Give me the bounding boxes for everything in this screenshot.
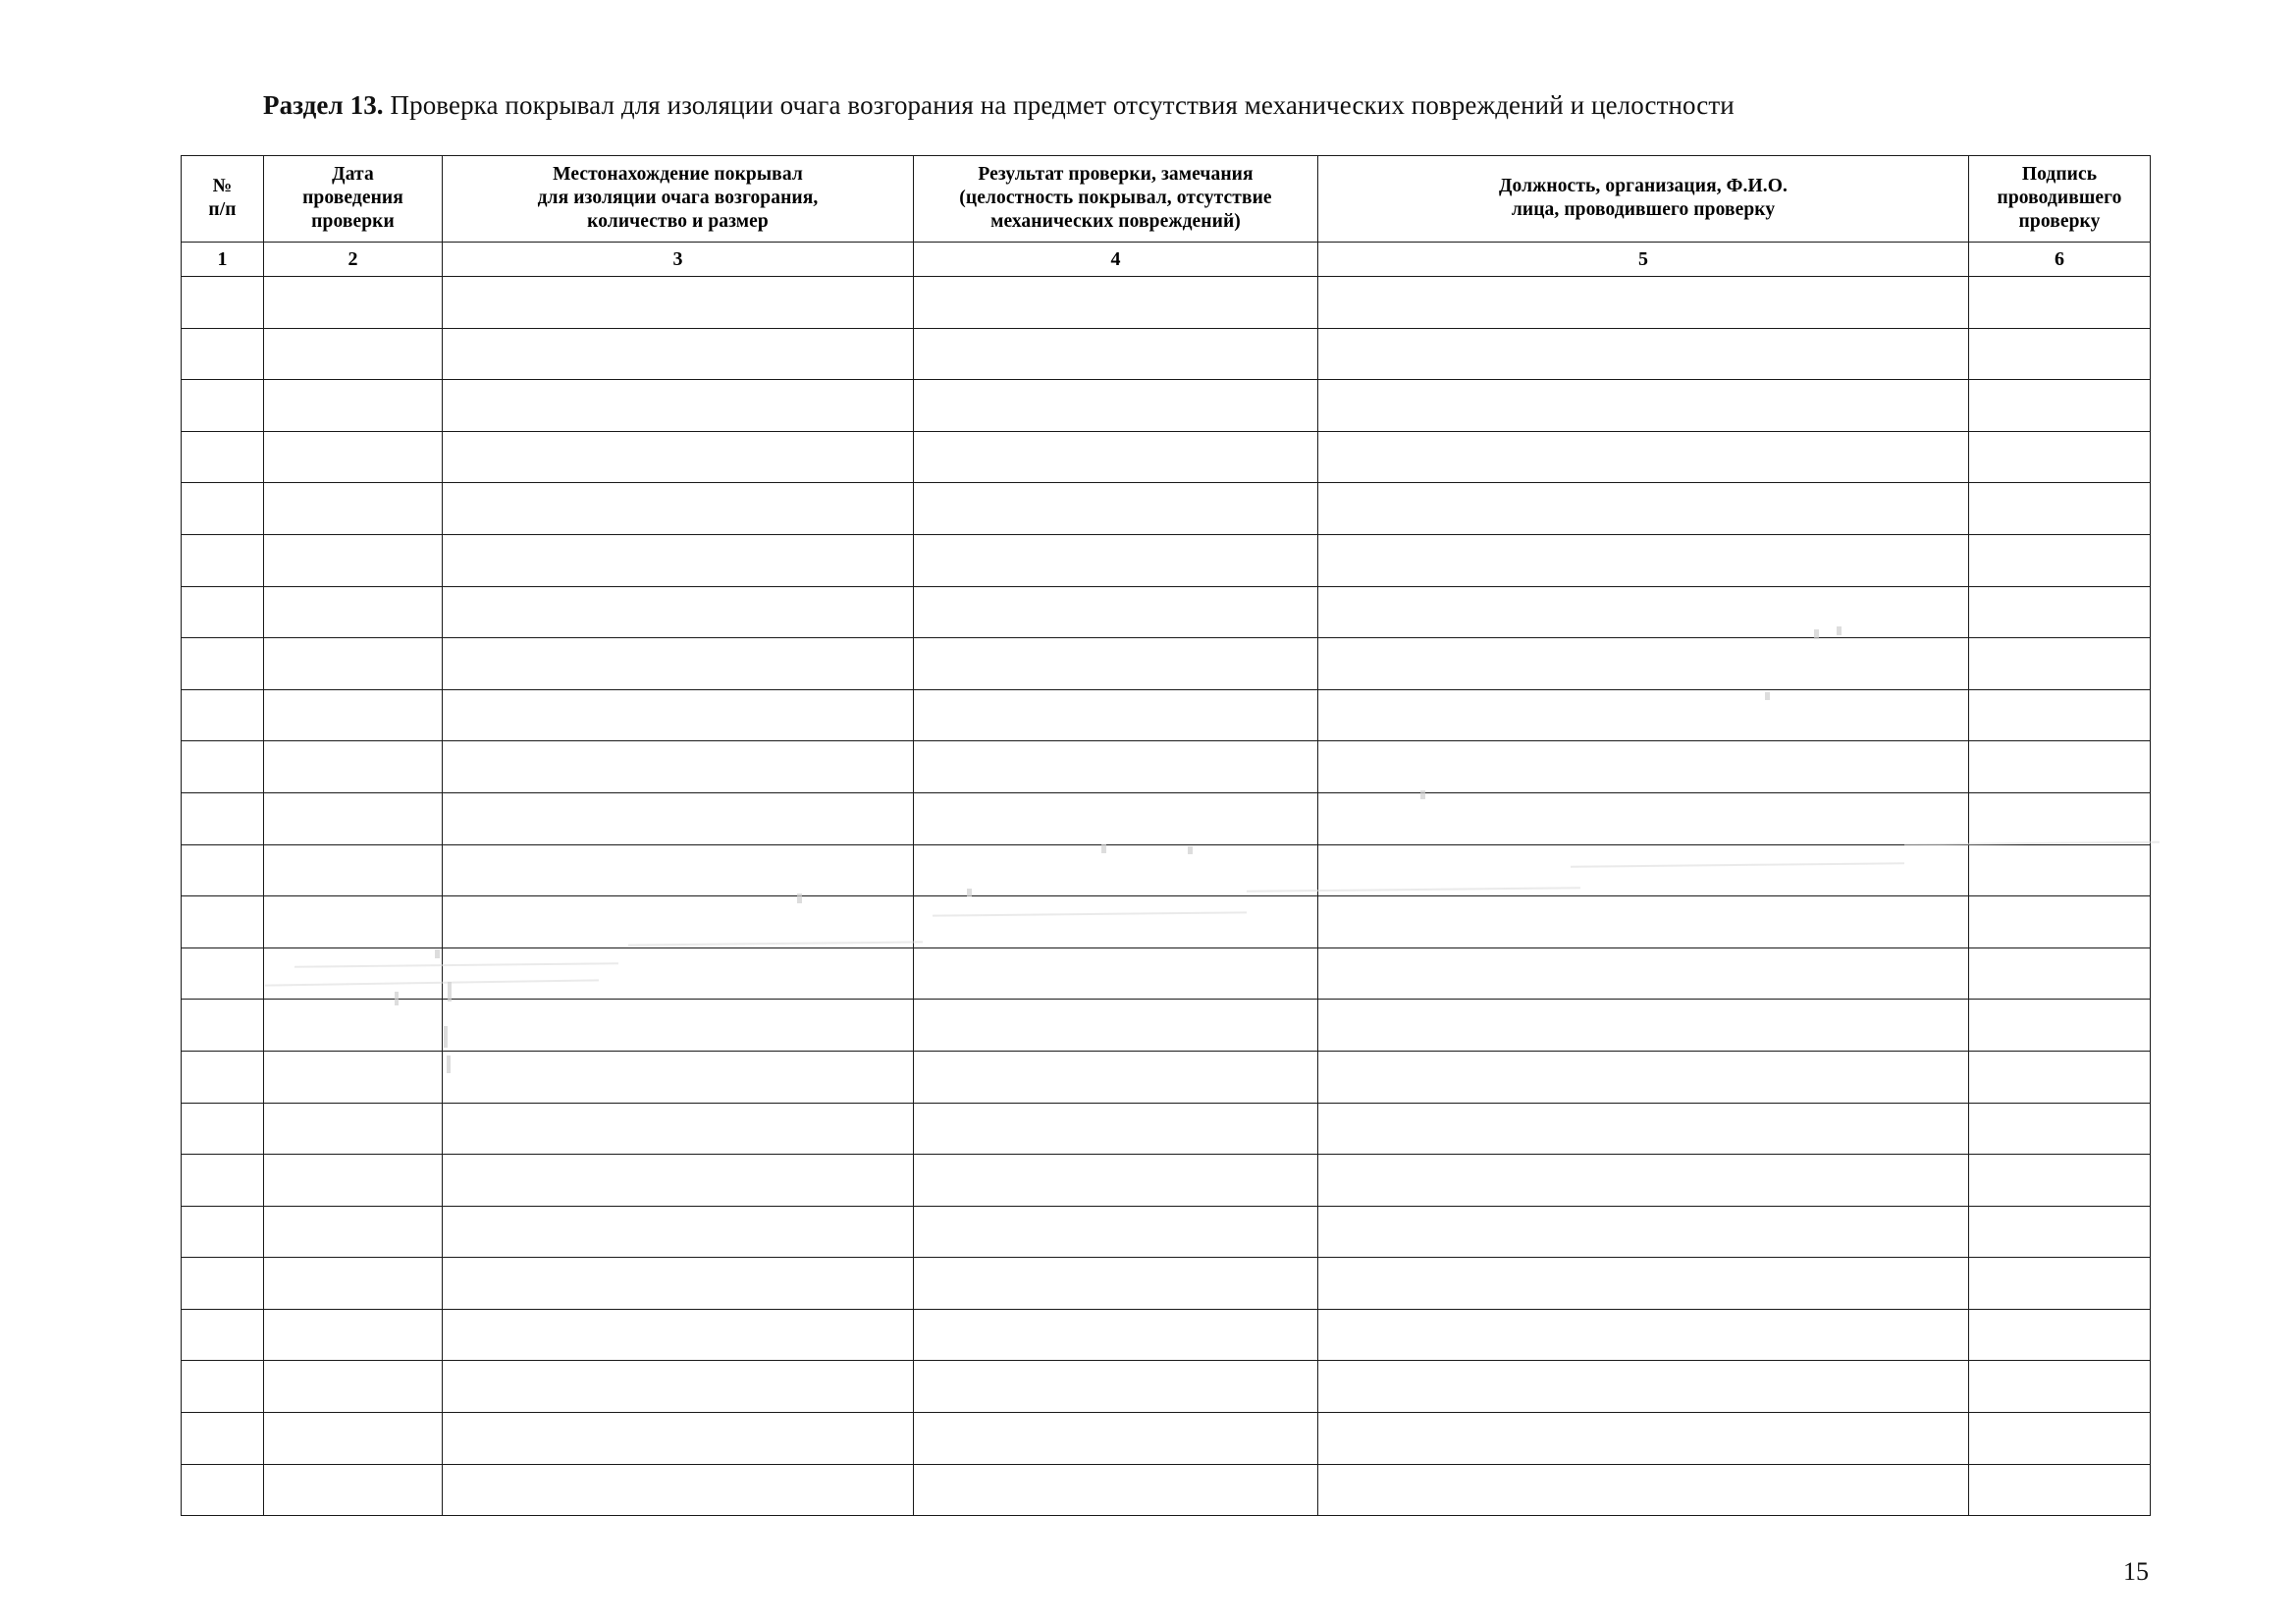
- table-body: [182, 277, 2151, 1516]
- table-cell[interactable]: [1318, 792, 1969, 844]
- table-cell[interactable]: [182, 741, 264, 793]
- table-cell[interactable]: [1969, 638, 2151, 690]
- table-cell[interactable]: [914, 586, 1318, 638]
- table-cell[interactable]: [1969, 1103, 2151, 1155]
- table-cell[interactable]: [264, 1258, 443, 1310]
- table-cell[interactable]: [182, 586, 264, 638]
- header-line: проводившего: [1997, 188, 2122, 208]
- table-cell[interactable]: [1969, 1206, 2151, 1258]
- table-cell[interactable]: [1318, 638, 1969, 690]
- table-cell[interactable]: [1969, 1155, 2151, 1207]
- table-row[interactable]: [182, 1361, 2151, 1413]
- table-cell[interactable]: [443, 896, 914, 948]
- table-cell[interactable]: [1318, 380, 1969, 432]
- table-cell[interactable]: [1969, 431, 2151, 483]
- header-line: для изоляции очага возгорания,: [537, 188, 819, 208]
- section-title-text: Проверка покрывал для изоляции очага возгорания на предмет отсутствия механических повреждений и целостности: [383, 90, 1735, 120]
- table-cell[interactable]: [1969, 586, 2151, 638]
- table-cell[interactable]: [914, 1206, 1318, 1258]
- table-cell[interactable]: [1969, 689, 2151, 741]
- table-cell[interactable]: [443, 328, 914, 380]
- table-cell[interactable]: [1969, 896, 2151, 948]
- table-cell[interactable]: [914, 1103, 1318, 1155]
- table-cell[interactable]: [1969, 1361, 2151, 1413]
- table-cell[interactable]: [443, 431, 914, 483]
- header-line: Должность, организация, Ф.И.О.: [1498, 176, 1788, 196]
- table-cell[interactable]: [1318, 1464, 1969, 1516]
- table-cell[interactable]: [1318, 586, 1969, 638]
- table-cell[interactable]: [1318, 844, 1969, 896]
- table-cell[interactable]: [182, 1103, 264, 1155]
- table-cell[interactable]: [182, 844, 264, 896]
- table-cell[interactable]: [182, 431, 264, 483]
- table-cell[interactable]: [443, 277, 914, 329]
- table-cell[interactable]: [264, 586, 443, 638]
- table-row[interactable]: [182, 483, 2151, 535]
- table-cell[interactable]: [1969, 483, 2151, 535]
- column-header-result: [914, 156, 1318, 243]
- table-cell[interactable]: [443, 1103, 914, 1155]
- table-cell[interactable]: [264, 1361, 443, 1413]
- table-cell[interactable]: [182, 1258, 264, 1310]
- table-cell[interactable]: [443, 689, 914, 741]
- table-cell[interactable]: [914, 896, 1318, 948]
- table-cell[interactable]: [1318, 1258, 1969, 1310]
- table-cell[interactable]: [1318, 1155, 1969, 1207]
- table-cell[interactable]: [443, 1155, 914, 1207]
- column-header-signature: [1969, 156, 2151, 243]
- table-cell[interactable]: [1318, 483, 1969, 535]
- inspection-log-table: [181, 155, 2151, 1516]
- table-cell[interactable]: [443, 1051, 914, 1103]
- table-cell[interactable]: [914, 277, 1318, 329]
- table-cell[interactable]: [914, 689, 1318, 741]
- table-cell[interactable]: [1318, 1413, 1969, 1465]
- table-row[interactable]: [182, 431, 2151, 483]
- table-cell[interactable]: [1318, 1206, 1969, 1258]
- table-cell[interactable]: [1969, 741, 2151, 793]
- table-cell[interactable]: [1318, 431, 1969, 483]
- table-cell[interactable]: [443, 380, 914, 432]
- header-line: Местонахождение покрывал: [553, 164, 803, 185]
- header-line: механических повреждений): [990, 211, 1241, 232]
- table-cell[interactable]: [914, 1361, 1318, 1413]
- table-row[interactable]: [182, 277, 2151, 329]
- table-row[interactable]: [182, 638, 2151, 690]
- table-cell[interactable]: [264, 1413, 443, 1465]
- table-cell[interactable]: [914, 947, 1318, 1000]
- table-cell[interactable]: [914, 1000, 1318, 1052]
- header-line: №: [212, 176, 233, 196]
- header-line: Дата: [332, 164, 374, 185]
- table-cell[interactable]: [264, 1103, 443, 1155]
- table-cell[interactable]: [1969, 380, 2151, 432]
- table-cell[interactable]: [264, 1155, 443, 1207]
- table-cell[interactable]: [443, 844, 914, 896]
- header-line: п/п: [208, 199, 237, 220]
- table-row[interactable]: [182, 1051, 2151, 1103]
- table-cell[interactable]: [1969, 1464, 2151, 1516]
- table-cell[interactable]: [1318, 741, 1969, 793]
- column-number-row: [182, 243, 2151, 277]
- table-cell[interactable]: [1318, 1103, 1969, 1155]
- table-cell[interactable]: [182, 1309, 264, 1361]
- table-cell[interactable]: [914, 1051, 1318, 1103]
- table-cell[interactable]: [1969, 328, 2151, 380]
- table-cell[interactable]: [443, 1258, 914, 1310]
- table-cell[interactable]: [264, 792, 443, 844]
- table-cell[interactable]: [914, 1413, 1318, 1465]
- table-row[interactable]: [182, 534, 2151, 586]
- table-cell[interactable]: [182, 638, 264, 690]
- table-cell[interactable]: [182, 380, 264, 432]
- column-header-location: [443, 156, 914, 243]
- column-header-number: [182, 156, 264, 243]
- table-cell[interactable]: [443, 586, 914, 638]
- table-cell[interactable]: [264, 638, 443, 690]
- table-cell[interactable]: [182, 947, 264, 1000]
- table-cell[interactable]: [264, 689, 443, 741]
- table-row[interactable]: [182, 328, 2151, 380]
- table-cell[interactable]: [1969, 534, 2151, 586]
- table-cell[interactable]: [1318, 1361, 1969, 1413]
- table-cell[interactable]: [443, 534, 914, 586]
- table-cell[interactable]: [264, 534, 443, 586]
- table-cell[interactable]: [264, 1000, 443, 1052]
- table-cell[interactable]: [1318, 896, 1969, 948]
- table-row[interactable]: [182, 380, 2151, 432]
- table-cell[interactable]: [1318, 534, 1969, 586]
- table-cell[interactable]: [443, 792, 914, 844]
- table-cell[interactable]: [1969, 1309, 2151, 1361]
- table-cell[interactable]: [264, 431, 443, 483]
- table-header: [182, 156, 2151, 277]
- table-cell[interactable]: [1318, 277, 1969, 329]
- table-cell[interactable]: [182, 534, 264, 586]
- table-cell[interactable]: [443, 1309, 914, 1361]
- table-cell[interactable]: [1969, 844, 2151, 896]
- table-cell[interactable]: [443, 1464, 914, 1516]
- column-number: 4: [914, 243, 1318, 277]
- table-cell[interactable]: [182, 1206, 264, 1258]
- table-row[interactable]: [182, 1103, 2151, 1155]
- table-cell[interactable]: [264, 483, 443, 535]
- table-cell[interactable]: [1318, 1309, 1969, 1361]
- table-cell[interactable]: [182, 483, 264, 535]
- table-cell[interactable]: [264, 277, 443, 329]
- table-cell[interactable]: [264, 1206, 443, 1258]
- table-cell[interactable]: [914, 638, 1318, 690]
- table-cell[interactable]: [264, 896, 443, 948]
- table-row[interactable]: [182, 1464, 2151, 1516]
- column-number: 2: [264, 243, 443, 277]
- header-line: количество и размер: [587, 211, 769, 232]
- table-cell[interactable]: [914, 380, 1318, 432]
- table-cell[interactable]: [264, 1464, 443, 1516]
- table-cell[interactable]: [182, 1000, 264, 1052]
- header-line: проверки: [311, 211, 395, 232]
- table-cell[interactable]: [182, 896, 264, 948]
- column-number: 3: [443, 243, 914, 277]
- table-cell[interactable]: [264, 328, 443, 380]
- table-cell[interactable]: [443, 638, 914, 690]
- table-cell[interactable]: [182, 1464, 264, 1516]
- table-cell[interactable]: [1318, 947, 1969, 1000]
- header-row: [182, 156, 2151, 243]
- header-line: (целостность покрывал, отсутствие: [959, 188, 1272, 208]
- table-cell[interactable]: [443, 1361, 914, 1413]
- table-cell[interactable]: [1969, 1413, 2151, 1465]
- table-cell[interactable]: [182, 328, 264, 380]
- table-row[interactable]: [182, 741, 2151, 793]
- table-cell[interactable]: [1318, 1051, 1969, 1103]
- header-line: проведения: [302, 188, 403, 208]
- table-cell[interactable]: [1318, 689, 1969, 741]
- table-row[interactable]: [182, 586, 2151, 638]
- table-cell[interactable]: [914, 483, 1318, 535]
- table-cell[interactable]: [264, 844, 443, 896]
- table-cell[interactable]: [914, 792, 1318, 844]
- page-number: 15: [2123, 1557, 2149, 1586]
- column-header-inspector: [1318, 156, 1969, 243]
- table-cell[interactable]: [182, 1155, 264, 1207]
- table-cell[interactable]: [443, 483, 914, 535]
- table-row[interactable]: [182, 1155, 2151, 1207]
- table-cell[interactable]: [914, 741, 1318, 793]
- column-number: 5: [1318, 243, 1969, 277]
- table-cell[interactable]: [914, 534, 1318, 586]
- table-cell[interactable]: [1969, 1051, 2151, 1103]
- table-cell[interactable]: [1318, 1000, 1969, 1052]
- table-cell[interactable]: [914, 1464, 1318, 1516]
- table-cell[interactable]: [182, 1051, 264, 1103]
- table-row[interactable]: [182, 1413, 2151, 1465]
- section-label: Раздел 13.: [263, 90, 384, 120]
- table-cell[interactable]: [264, 380, 443, 432]
- table-cell[interactable]: [443, 1413, 914, 1465]
- table-cell[interactable]: [264, 741, 443, 793]
- table-cell[interactable]: [1969, 1258, 2151, 1310]
- table-cell[interactable]: [182, 689, 264, 741]
- table-row[interactable]: [182, 1000, 2151, 1052]
- table-row[interactable]: [182, 947, 2151, 1000]
- table-cell[interactable]: [264, 947, 443, 1000]
- table-cell[interactable]: [182, 277, 264, 329]
- header-line: проверку: [2018, 211, 2101, 232]
- table-cell[interactable]: [1969, 792, 2151, 844]
- header-line: Результат проверки, замечания: [978, 164, 1254, 185]
- table-row[interactable]: [182, 1258, 2151, 1310]
- table-cell[interactable]: [443, 1000, 914, 1052]
- table-cell[interactable]: [182, 1413, 264, 1465]
- table-cell[interactable]: [182, 792, 264, 844]
- table-row[interactable]: [182, 844, 2151, 896]
- header-line: лица, проводившего проверку: [1511, 199, 1776, 220]
- table-cell[interactable]: [443, 947, 914, 1000]
- table-cell[interactable]: [1969, 1000, 2151, 1052]
- header-line: Подпись: [2021, 164, 2098, 185]
- table-row[interactable]: [182, 1206, 2151, 1258]
- column-number: 1: [182, 243, 264, 277]
- table-cell[interactable]: [182, 1361, 264, 1413]
- table-row[interactable]: [182, 1309, 2151, 1361]
- table-cell[interactable]: [914, 1258, 1318, 1310]
- table-cell[interactable]: [914, 1155, 1318, 1207]
- table-cell[interactable]: [1969, 947, 2151, 1000]
- table-cell[interactable]: [443, 741, 914, 793]
- column-header-date: [264, 156, 443, 243]
- table-row[interactable]: [182, 896, 2151, 948]
- table-cell[interactable]: [264, 1309, 443, 1361]
- table-cell[interactable]: [914, 431, 1318, 483]
- column-number: 6: [1969, 243, 2151, 277]
- table-row[interactable]: [182, 792, 2151, 844]
- table-cell[interactable]: [443, 1206, 914, 1258]
- table-cell[interactable]: [1969, 277, 2151, 329]
- table-cell[interactable]: [914, 1309, 1318, 1361]
- table-cell[interactable]: [264, 1051, 443, 1103]
- table-cell[interactable]: [1318, 328, 1969, 380]
- table-cell[interactable]: [914, 328, 1318, 380]
- table-cell[interactable]: [914, 844, 1318, 896]
- table-row[interactable]: [182, 689, 2151, 741]
- page-title: [263, 88, 2128, 122]
